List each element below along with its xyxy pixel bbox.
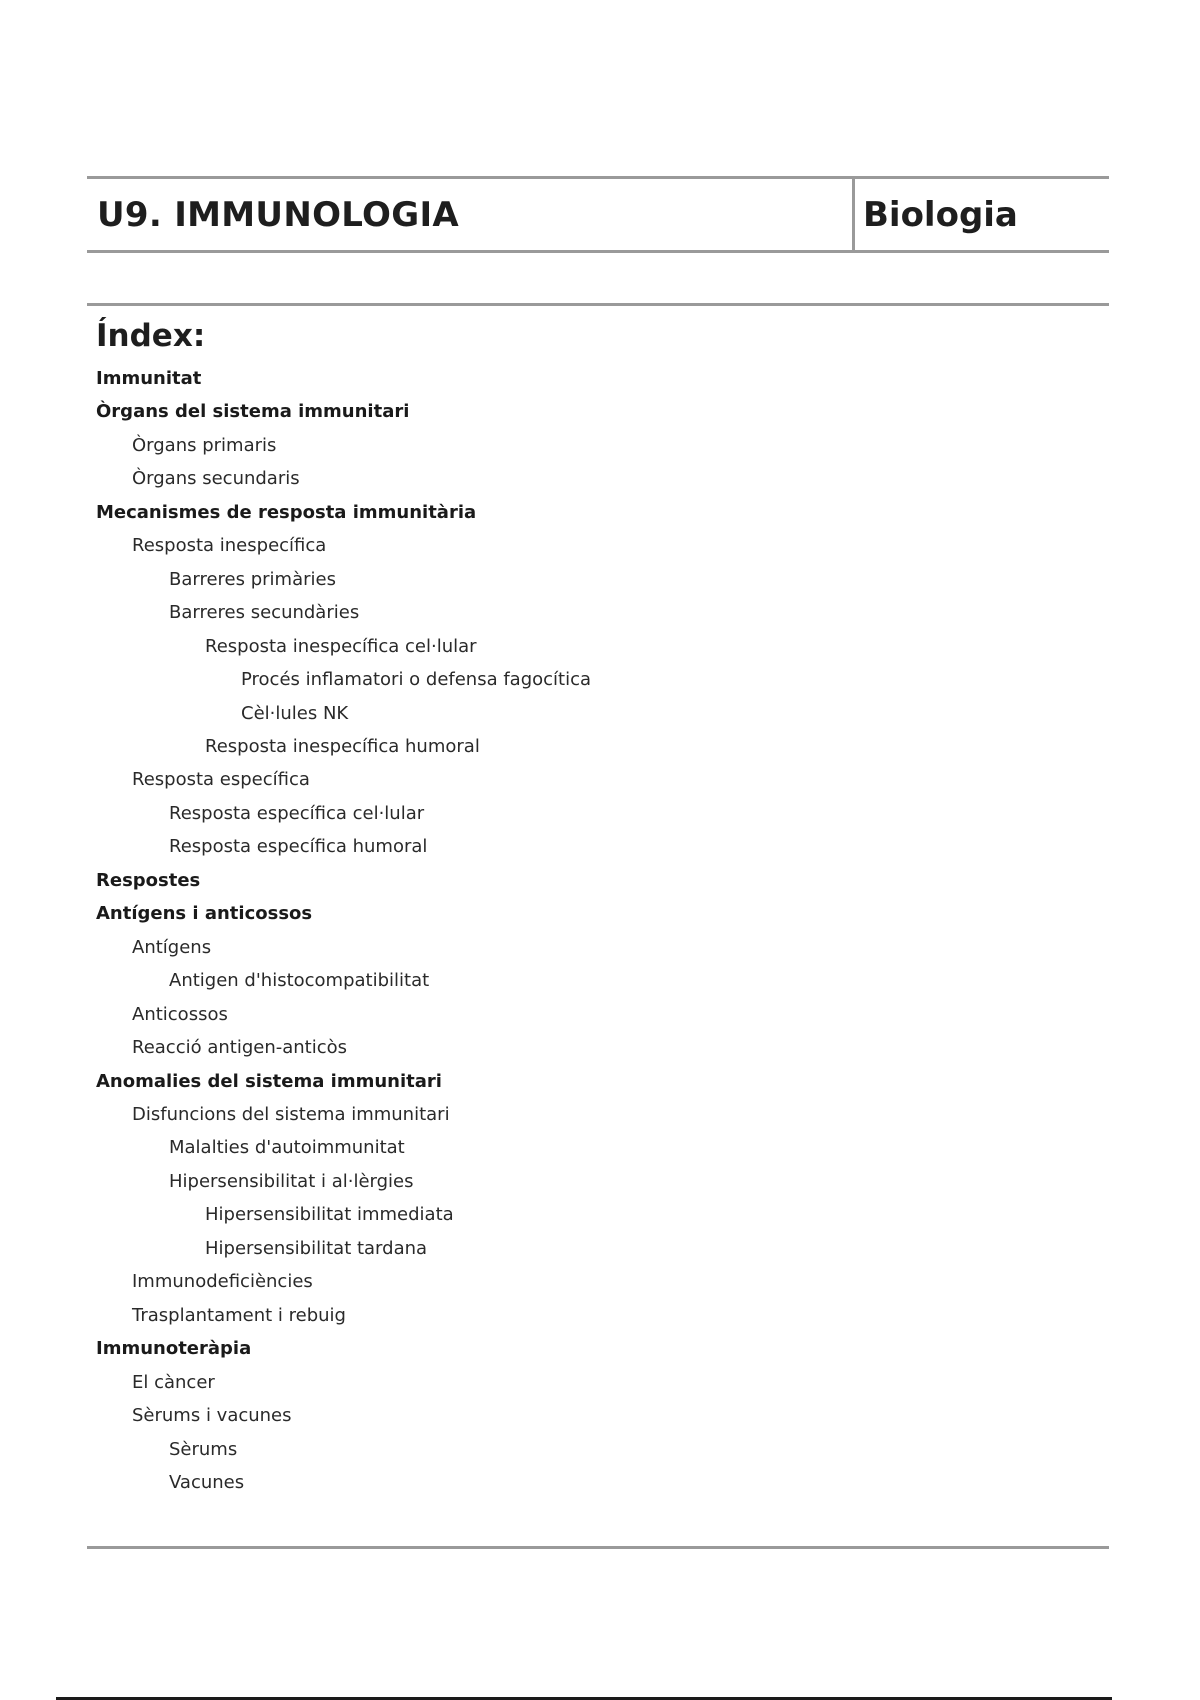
toc-entry[interactable]: El càncer	[132, 1371, 215, 1393]
toc-entry[interactable]: Trasplantament i rebuig	[132, 1304, 346, 1326]
table-of-contents	[96, 362, 591, 1499]
toc-entry[interactable]: Sèrums i vacunes	[132, 1405, 292, 1427]
toc-entry[interactable]: Resposta inespecífica humoral	[205, 735, 480, 757]
index-heading: Índex:	[96, 318, 206, 354]
toc-entry[interactable]: Antígens i anticossos	[96, 903, 313, 925]
toc-entry[interactable]: Resposta inespecífica cel·lular	[205, 635, 477, 657]
toc-entry[interactable]: Hipersensibilitat immediata	[205, 1204, 454, 1226]
toc-entry[interactable]: Disfuncions del sistema immunitari	[132, 1103, 450, 1125]
toc-entry[interactable]: Hipersensibilitat i al·lèrgies	[169, 1170, 414, 1192]
toc-entry[interactable]: Sèrums	[169, 1438, 238, 1460]
toc-entry[interactable]: Procés inflamatori o defensa fagocítica	[241, 669, 592, 691]
toc-entry[interactable]: Resposta inespecífica	[132, 535, 327, 557]
toc-entry[interactable]: Immunodeficiències	[132, 1271, 313, 1293]
toc-entry[interactable]: Vacunes	[169, 1471, 245, 1493]
toc-entry[interactable]: Mecanismes de resposta immunitària	[96, 501, 477, 523]
subject-label: Biologia	[863, 195, 1018, 235]
toc-entry[interactable]: Òrgans primaris	[132, 434, 277, 456]
toc-entry[interactable]: Hipersensibilitat tardana	[205, 1237, 428, 1259]
toc-entry[interactable]: Malalties d'autoimmunitat	[169, 1137, 405, 1159]
title-table	[87, 176, 1109, 253]
toc-entry[interactable]: Resposta específica cel·lular	[169, 802, 425, 824]
toc-entry[interactable]: Antígens	[132, 936, 212, 958]
toc-entry[interactable]: Anomalies del sistema immunitari	[96, 1070, 442, 1092]
toc-entry[interactable]: Òrgans del sistema immunitari	[96, 401, 410, 423]
toc-entry[interactable]: Resposta específica humoral	[169, 836, 428, 858]
unit-title: U9. IMMUNOLOGIA	[97, 195, 460, 235]
toc-entry[interactable]: Immunoteràpia	[96, 1338, 252, 1360]
toc-entry[interactable]: Barreres secundàries	[169, 602, 360, 624]
toc-entry[interactable]: Reacció antigen-anticòs	[132, 1037, 348, 1059]
toc-entry[interactable]: Respostes	[96, 869, 201, 891]
toc-entry[interactable]: Cèl·lules NK	[241, 702, 349, 724]
toc-entry[interactable]: Antigen d'histocompatibilitat	[169, 970, 430, 992]
toc-entry[interactable]: Immunitat	[96, 368, 202, 389]
toc-entry[interactable]: Resposta específica	[132, 769, 310, 791]
toc-entry[interactable]: Òrgans secundaris	[132, 468, 300, 490]
index-bottom-rule	[87, 1546, 1109, 1549]
toc-entry[interactable]: Barreres primàries	[169, 568, 336, 590]
index-top-rule	[87, 303, 1109, 306]
toc-entry[interactable]: Anticossos	[132, 1003, 228, 1025]
title-table-divider	[852, 179, 855, 250]
